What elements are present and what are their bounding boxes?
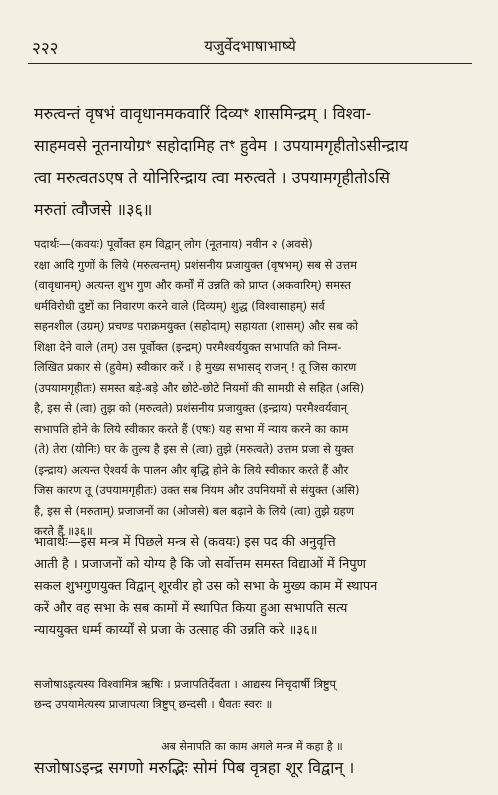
mantra-line: त्वा मरुत्वतऽएष ते योनिरिन्द्राय त्वा मरुत्वते । उपयामगृहीतोऽसि [34,168,390,187]
meta-line: छन्द उपयामेत्यस्य प्राजापत्या त्रिष्टुप् छन्दसी । धैवतः स्वरः ॥ [34,697,273,711]
rishi-devata-chhanda [34,674,470,714]
padartha-line: (वावृधानम्) अत्यन्त शुभ गुण और कर्मों में उन्नति को प्राप्त (अकवारिम्) समस्त [34,278,351,292]
page-header [32,36,468,58]
mantra-line: मरुत्वन्तं वृषभं वावृधानमकवारिं दिव्यꣳ शासमिन्द्रम् । विश्वा- [34,104,372,123]
page-number: २२२ [32,39,59,59]
padartha-line: है, इस से (त्वा) तुझ को (मरुत्वते) प्रशंसनीय प्रजायुक्त (इन्द्राय) परमैश्वर्यवान् [34,401,348,415]
bhavartha-line: न्याययुक्त धर्म्म कार्य्यों से प्रजा के उत्साह की उन्नति करे ॥३६॥ [34,623,318,638]
header-rule [28,63,472,64]
padartha-section [34,234,470,542]
bhavartha-section [34,532,470,642]
padartha-line: (इन्द्राय) अत्यन्त ऐश्वर्य के पालन और बृद्धि होने के लिये स्वीकार करते हैं और [34,462,349,477]
meta-line: सजोषाऽइत्यस्य विश्वामित्र ऋषिः । प्रजापतिर्देवता । आद्यस्य निचृदार्षी त्रिष्टुप् [34,677,336,691]
bhavartha-line: आती है । प्रजाजनों को योग्य है कि जो सर्वोत्तम समस्त विद्याओं में निपुण [34,557,366,572]
padartha-line: जिस कारण तू (उपयामगृहीतः) उक्त सब नियम और उपनियमों से संयुक्त (असि) [34,483,360,497]
padartha-line: रक्षा आदि गुणों के लिये (मरुत्वन्तम्) प्रशंसनीय प्रजायुक्त (वृषभम्) सब से उत्तम [34,257,357,272]
mantra-line: मरुतां त्वौजसे ॥३६॥ [34,200,153,219]
running-title: यजुर्वेदभाषाभाष्ये [204,37,296,55]
padartha-line: धर्मविरोधी दुष्टों का निवारण करने वाले (दिव्यम्) शुद्ध (विश्वासाहम्) सर्व [34,298,325,313]
padartha-line: पदार्थः—(कवयः) पूर्वोक्त हम विद्वान् लोग (नूतनाय) नवीन २ (अवसे) [34,237,313,251]
padartha-line: शिक्षा देने वाले (तम्) उस पूर्वोक्त (इन्द्रम्) परमैश्वर्ययुक्त सभापति को निम्न- [34,339,342,354]
next-mantra-intro: अब सेनापति का काम अगले मन्त्र में कहा है ॥ [161,740,343,753]
bhavartha-line: सकल शुभगुणयुक्त विद्वान् शूरवीर हो उस को सभा के मुख्य काम में स्थापन [34,579,378,594]
padartha-line: (ते) तेरा (योनिः) घर के तुल्य है इस से (त्वा) तुझे (मरुत्वते) उत्तम प्रजा से युक्त [34,442,354,456]
mantra-line: साहमवसे नूतनायोग्रꣳ सहोदामिह तꣳ हुवेम । उपयामगृहीतोऽसीन्द्राय [34,136,409,155]
padartha-line: सहनशील (उग्रम्) प्रचण्ड पराक्रमयुक्त (सहोदाम्) सहायता (शासम्) और सब को [34,319,358,333]
padartha-line: करते हैं ॥३६॥ [34,524,93,538]
padartha-line: लिखित प्रकार से (हुवेम) स्वीकार करें । हे मुख्य सभासद् राजन् ! तू जिस कारण [34,360,357,374]
next-mantra-line: सजोषाऽइन्द्र सगणो मरुद्भिः सोमं पिब वृत्रहा शूर विद्वान् । [34,758,355,777]
padartha-line: सभापति होने के लिये स्वीकार करते हैं (एषः) यह सभा में न्याय करने का काम [34,421,349,436]
mantra-text [34,98,470,226]
padartha-line: है, इस से (मरुताम्) प्रजाजनों का (ओजसे) बल बढ़ाने के लिये (त्वा) तुझे ग्रहण [34,503,354,518]
padartha-line: (उपयामगृहीतः) समस्त बड़े-बड़े और छोटे-छोटे नियमों की सामग्री से सहित (असि) [34,380,365,395]
bhavartha-line: करें और वह सभा के सब कामों में स्थापित किया हुआ सभापति सत्य [34,601,348,616]
bhavartha-line: भावार्थः—इस मन्त्र में पिछले मन्त्र से (कवयः) इस पद की अनुवृत्ति [34,535,336,550]
